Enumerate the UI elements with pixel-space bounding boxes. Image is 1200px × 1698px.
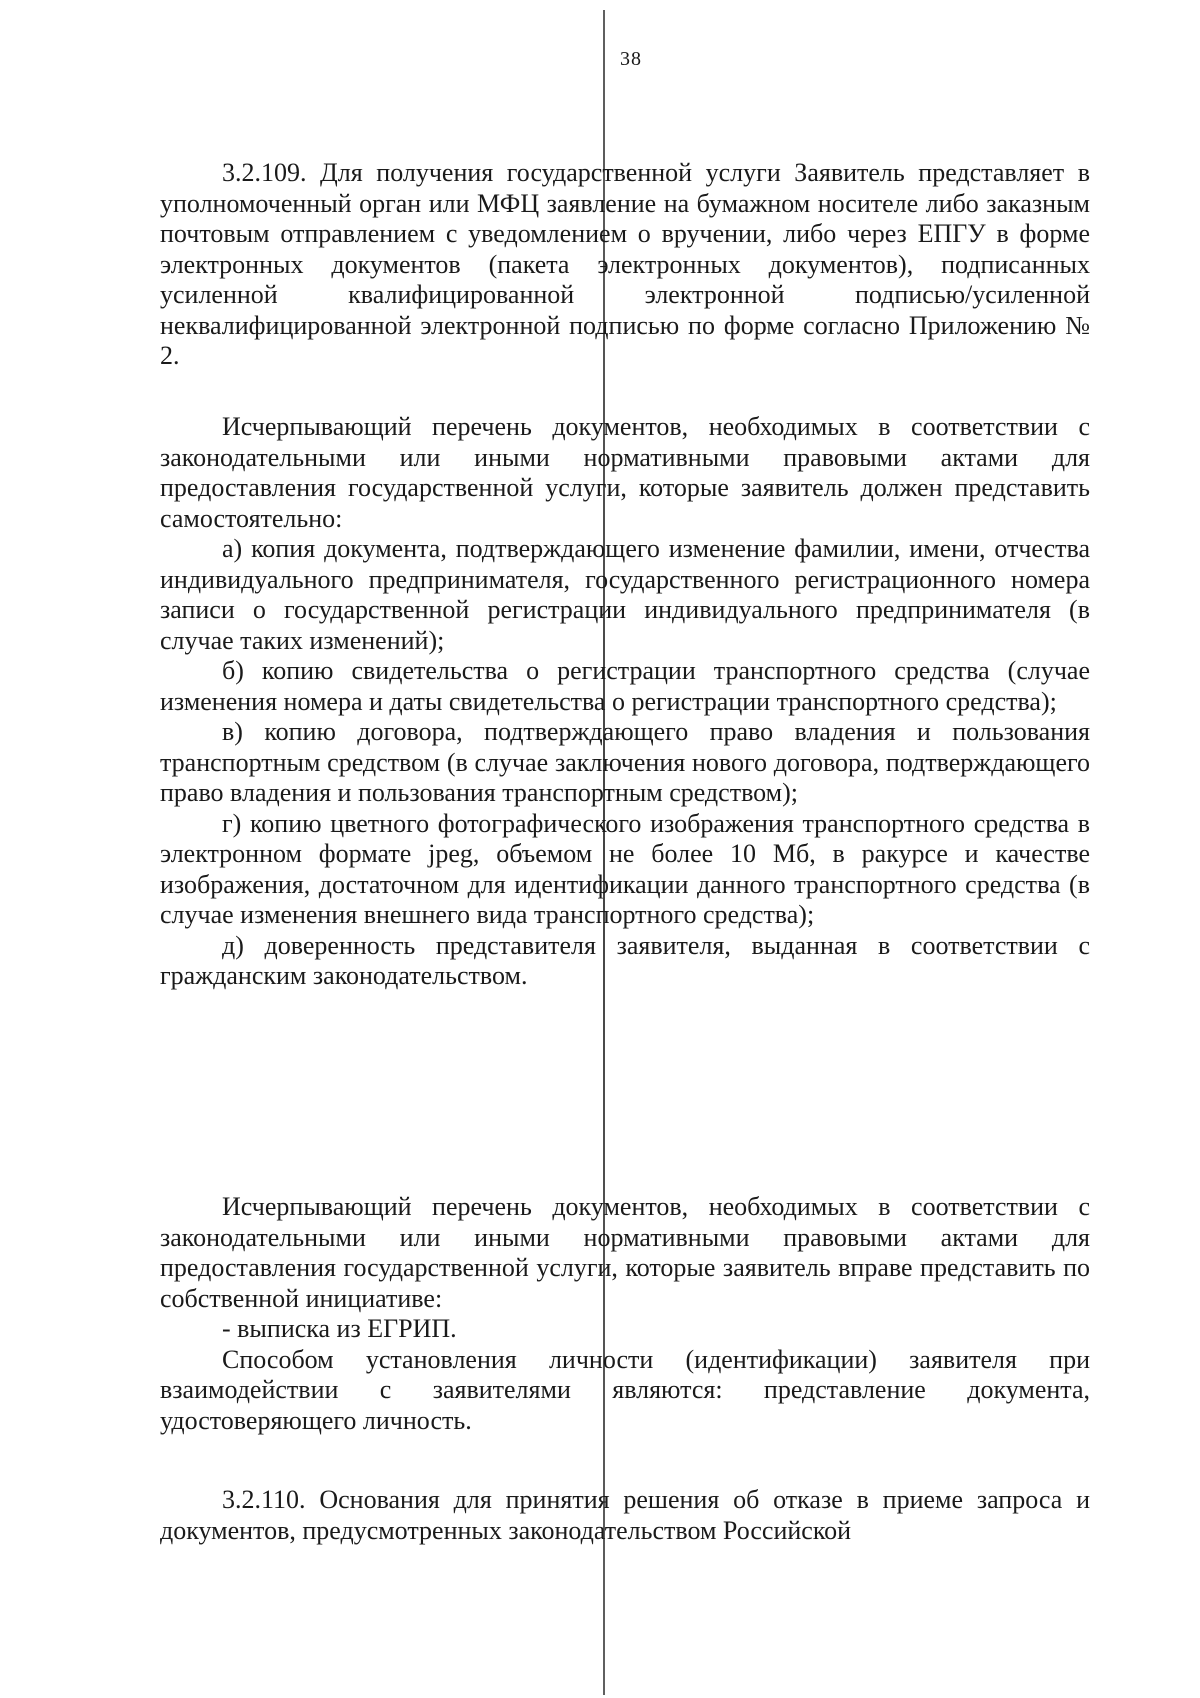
page-number: 38 xyxy=(620,48,642,70)
required-document-item-d: д) доверенность представителя заявителя, выданная в соответствии с гражданским законодательством. xyxy=(160,930,1090,990)
required-documents-section xyxy=(160,412,1090,992)
section-3-2-109-paragraph: 3.2.109. Для получения государственной услуги Заявитель представляет в уполномоченный орган или МФЦ заявление на бумажном носителе либо заказным почтовым отправлением с уведомлением о вручении, либо через ЕПГУ в форме электронных документов (пакета электронных документов), подписанных усиленной квалифицированной электронной подписью/усиленной неквалифицированной электронной подписью по форме согласно Приложению № 2. xyxy=(160,158,1090,370)
section-3-2-110 xyxy=(160,1485,1090,1546)
required-document-item-b: б) копию свидетельства о регистрации транспортного средства (случае изменения номера и даты свидетельства о регистрации транспортного средства); xyxy=(160,656,1090,716)
required-document-item-g: г) копию цветного фотографического изображения транспортного средства в электронном формате jpeg, объемом не более 10 Мб, в ракурсе и качестве изображения, достаточном для идентификации данного транспортного средства (в случае изменения внешнего вида транспортного средства); xyxy=(160,808,1090,929)
optional-documents-intro: Исчерпывающий перечень документов, необходимых в соответствии с законодательными или иными нормативными правовыми актами для предоставления государственной услуги, которые заявитель вправе представить по собственной инициативе: xyxy=(160,1192,1090,1313)
identification-paragraph: Способом установления личности (идентификации) заявителя при взаимодействии с заявителями являются: представление документа, удостоверяющего личность. xyxy=(160,1344,1090,1435)
required-documents-intro: Исчерпывающий перечень документов, необходимых в соответствии с законодательными или иными нормативными правовыми актами для предоставления государственной услуги, которые заявитель должен представить самостоятельно: xyxy=(160,412,1090,533)
optional-document-item: - выписка из ЕГРИП. xyxy=(222,1314,457,1343)
required-document-item-v: в) копию договора, подтверждающего право владения и пользования транспортным средством (в случае заключения нового договора, подтверждающего право владения и пользования транспортным средством); xyxy=(160,717,1090,807)
section-3-2-109 xyxy=(160,158,1090,372)
section-3-2-110-paragraph: 3.2.110. Основания для принятия решения об отказе в приеме запроса и документов, предусмотренных законодательством Российской xyxy=(160,1485,1090,1545)
required-document-item-a: а) копия документа, подтверждающего изменение фамилии, имени, отчества индивидуального предпринимателя, государственного регистрационного номера записи о государственной регистрации индивидуального предпринимателя (в случае таких изменений); xyxy=(160,534,1090,655)
optional-documents-section xyxy=(160,1192,1090,1436)
